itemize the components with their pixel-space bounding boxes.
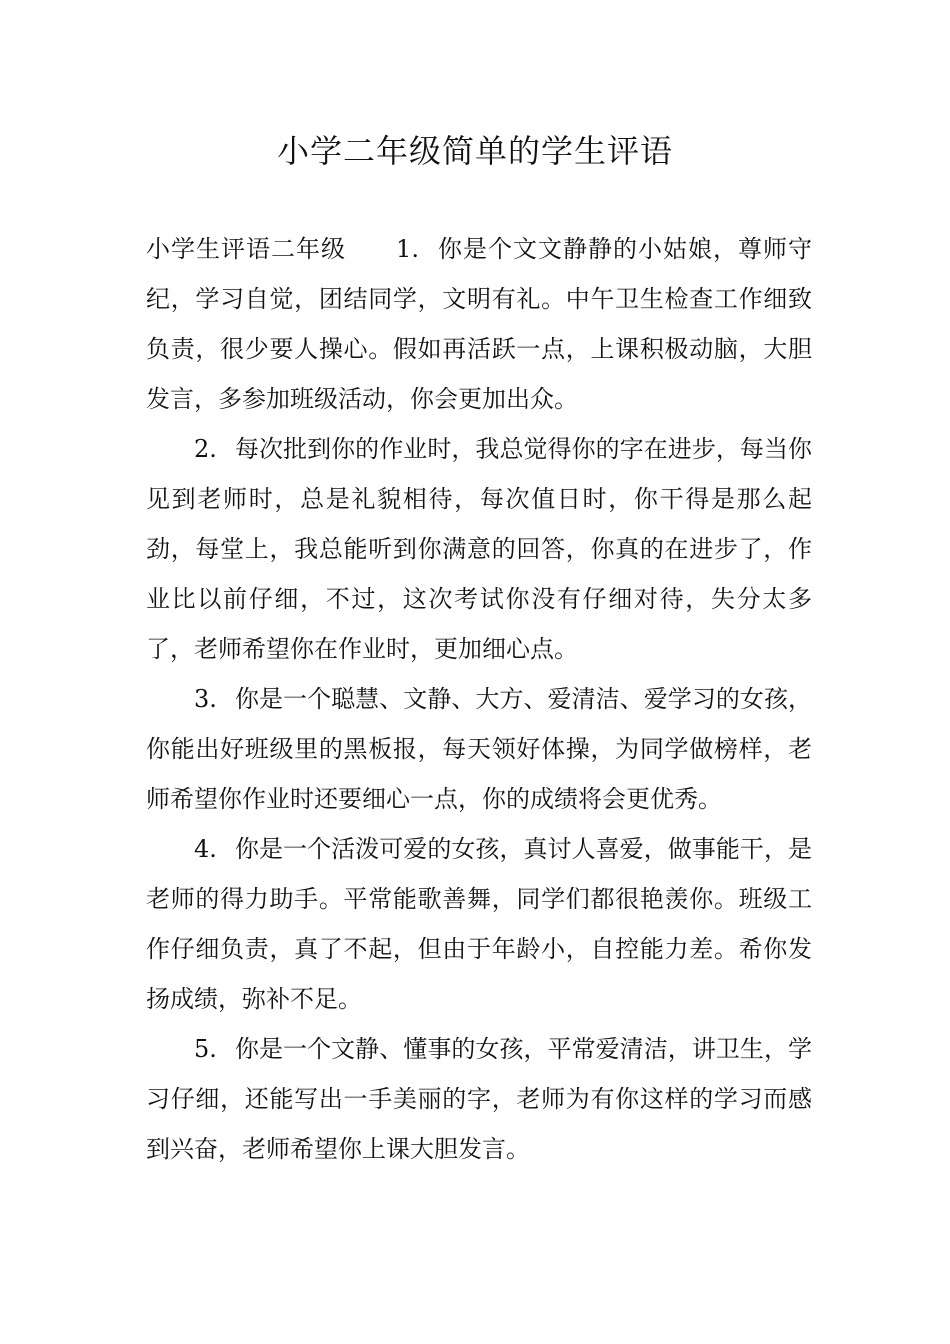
document-body: [146, 224, 812, 1174]
comment-number: 1.: [396, 235, 419, 263]
section-lead-label: 小学生评语二年级: [146, 235, 347, 263]
comment-text: 你是一个文静、懂事的女孩，平常爱清洁，讲卫生，学习仔细，还能写出一手美丽的字，老师为有你这样的学习而感到兴奋，老师希望你上课大胆发言。: [146, 1035, 812, 1163]
comment-text: 每次批到你的作业时，我总觉得你的字在进步，每当你见到老师时，总是礼貌相待，每次值日时，你干得是那么起劲，每堂上，我总能听到你满意的回答，你真的在进步了，作业比以前仔细，不过，这次考试你没有仔细对待，失分太多了，老师希望你在作业时，更加细心点。: [146, 435, 812, 663]
comment-paragraph-2: [146, 424, 812, 674]
comment-number: 3.: [194, 685, 217, 713]
comment-number: 4.: [194, 835, 217, 863]
comment-text: 你是一个聪慧、文静、大方、爱清洁、爱学习的女孩，你能出好班级里的黑板报，每天领好体操，为同学做榜样，老师希望你作业时还要细心一点，你的成绩将会更优秀。: [146, 685, 812, 813]
comment-text: 你是一个活泼可爱的女孩，真讨人喜爱，做事能干，是老师的得力助手。平常能歌善舞，同学们都很艳羡你。班级工作仔细负责，真了不起，但由于年龄小，自控能力差。希你发扬成绩，弥补不足。: [146, 835, 812, 1013]
document-title: 小学二年级简单的学生评语: [276, 132, 673, 170]
comment-paragraph-5: [146, 1024, 812, 1174]
comment-paragraph-4: [146, 824, 812, 1024]
comment-paragraph-3: [146, 674, 812, 824]
comment-paragraph-1: [146, 224, 812, 424]
comment-number: 2.: [194, 435, 217, 463]
comment-number: 5.: [194, 1035, 217, 1063]
comment-text: 你是个文文静静的小姑娘，尊师守纪，学习自觉，团结同学，文明有礼。中午卫生检查工作细致负责，很少要人操心。假如再活跃一点，上课积极动脑，大胆发言，多参加班级活动，你会更加出众。: [146, 235, 813, 413]
